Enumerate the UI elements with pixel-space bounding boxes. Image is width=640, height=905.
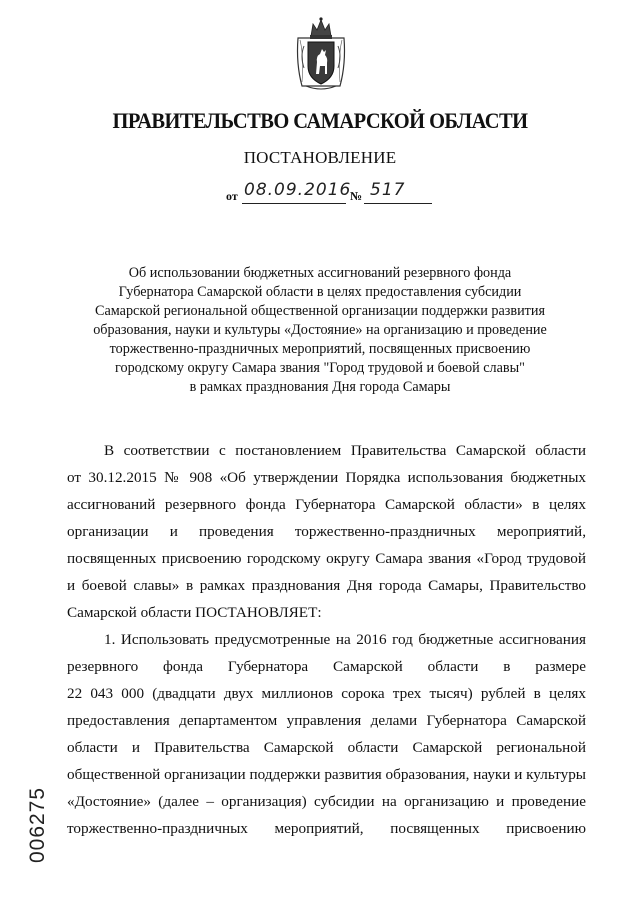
side-registration-number	[26, 770, 50, 880]
body-line: предоставления департаментом управления делами Губернатора Самарской	[67, 712, 586, 729]
body-line: 22 043 000 (двадцати двух миллионов сорока трех тысяч) рублей в целях	[67, 685, 586, 702]
subject-line: Об использовании бюджетных ассигнований резервного фонда	[128, 265, 512, 281]
body-line: от 30.12.2015 № 908 «Об утверждении Порядка использования бюджетных	[67, 469, 586, 486]
body-line: 1. Использовать предусмотренные на 2016 год бюджетные ассигнования	[104, 631, 586, 648]
subject-line: городскому округу Самара звания "Город трудовой и боевой славы"	[115, 360, 525, 376]
document-type: ПОСТАНОВЛЕНИЕ	[243, 148, 397, 167]
body-line: торжественно-праздничных мероприятий, посвященных присвоению	[67, 820, 586, 837]
subject-line: в рамках празднования Дня города Самары	[189, 379, 451, 395]
body-line: организации и проведения торжественно-праздничных мероприятий,	[67, 523, 586, 540]
body-line: области и Правительства Самарской области Самарской региональной	[67, 739, 586, 756]
side-number-text: 006275	[26, 786, 49, 864]
subject-line: Самарской региональной общественной организации поддержки развития	[95, 303, 545, 319]
number-underline	[364, 203, 432, 204]
number-label: №	[350, 189, 363, 203]
date-number-line	[226, 180, 446, 208]
body-line: Самарской области ПОСТАНОВЛЯЕТ:	[67, 604, 322, 621]
date-value: 08.09.2016	[244, 180, 352, 200]
government-title: ПРАВИТЕЛЬСТВО САМАРСКОЙ ОБЛАСТИ	[112, 108, 528, 133]
body-line: В соответствии с постановлением Правительства Самарской области	[104, 442, 586, 459]
coat-of-arms-icon	[294, 16, 348, 94]
date-label: от	[226, 189, 238, 203]
body-line: ассигнований резервного фонда Губернатора Самарской области» в целях	[67, 496, 586, 513]
date-underline	[242, 203, 346, 204]
body-line: и боевой славы» в рамках празднования Дня города Самары, Правительство	[67, 577, 586, 594]
body-line: общественной организации поддержки развития образования, науки и культуры	[67, 766, 586, 783]
subject-line: образования, науки и культуры «Достояние» на организацию и проведение	[93, 322, 547, 338]
body-line: посвященных присвоению городскому округу Самара звания «Город трудовой	[67, 550, 586, 567]
subject-line: Губернатора Самарской области в целях предоставления субсидии	[118, 284, 522, 300]
document-subject	[70, 264, 570, 397]
body-line: «Достояние» (далее – организация) субсидии на организацию и проведение	[67, 793, 586, 810]
number-value: 517	[370, 180, 406, 200]
subject-line: торжественно-праздничных мероприятий, посвященных присвоению	[109, 341, 531, 357]
body-line: резервного фонда Губернатора Самарской области в размере	[67, 658, 586, 675]
